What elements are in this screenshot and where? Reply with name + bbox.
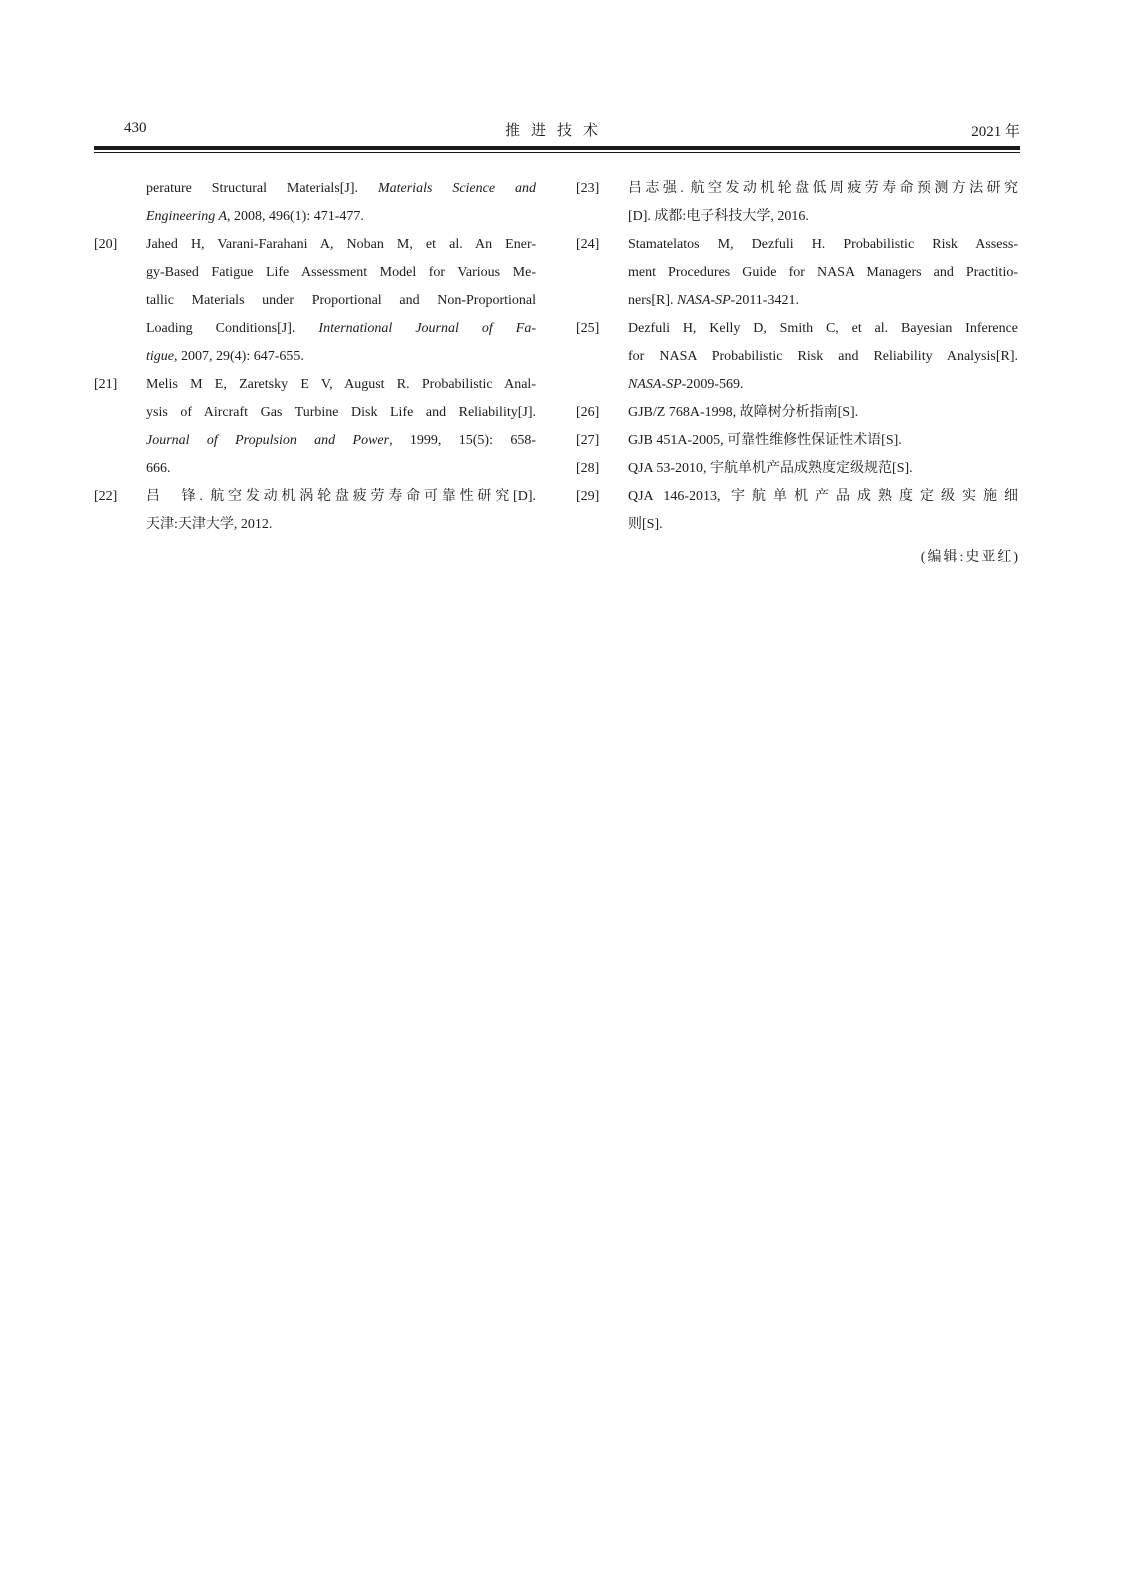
reference-line [146, 371, 536, 399]
reference-entry [576, 427, 1018, 455]
reference-number: [29] [576, 489, 600, 504]
reference-text: GJB 451A-2005, 可靠性维修性保证性术语[S]. [628, 433, 902, 448]
reference-text: Dezfuli H, Kelly D, Smith C, et al. Bayesian Inference [628, 321, 1018, 336]
reference-line [628, 455, 1018, 483]
reference-italic-text: NASA-SP [677, 293, 731, 308]
reference-entry [576, 175, 1018, 231]
reference-text: 则[S]. [628, 517, 663, 532]
reference-text: 天津:天津大学, 2012. [146, 517, 273, 532]
reference-text: ners[R]. [628, 293, 677, 308]
reference-line [146, 483, 536, 511]
reference-line [628, 175, 1018, 203]
reference-text: for NASA Probabilistic Risk and Reliability Analysis[R]. [628, 349, 1018, 364]
reference-line [628, 231, 1018, 259]
reference-number: [27] [576, 433, 600, 448]
journal-title: 推进技术 [504, 123, 609, 139]
reference-text: Jahed H, Varani-Farahani A, Noban M, et al. An Ener- [146, 237, 536, 252]
editor-note: (编辑:史亚红) [920, 550, 1020, 565]
reference-text: ysis of Aircraft Gas Turbine Disk Life and Reliability[J]. [146, 405, 536, 420]
reference-line [628, 315, 1018, 343]
reference-line [146, 259, 536, 287]
reference-line [146, 203, 536, 231]
reference-entry [94, 175, 536, 231]
reference-italic-text: tigue [146, 349, 174, 364]
reference-line [146, 287, 536, 315]
reference-text: -2011-3421. [730, 293, 799, 308]
reference-line [628, 511, 1018, 539]
reference-column-left [94, 175, 536, 539]
reference-text: Loading Conditions[J]. [146, 321, 319, 336]
header-rule-thin [94, 152, 1020, 153]
page-number: 430 [124, 120, 147, 136]
reference-number: [25] [576, 321, 600, 336]
reference-line [628, 483, 1018, 511]
reference-text: Stamatelatos M, Dezfuli H. Probabilistic Risk Assess- [628, 237, 1018, 252]
reference-text: QJA 53-2010, 宇航单机产品成熟度定级规范[S]. [628, 461, 913, 476]
reference-text: 吕志强. 航空发动机轮盘低周疲劳寿命预测方法研究 [628, 181, 1018, 196]
reference-italic-text: Materials Science and [377, 181, 536, 196]
reference-number: [21] [94, 377, 118, 392]
reference-italic-text: Engineering A [146, 209, 228, 224]
reference-line [146, 427, 536, 455]
header-rule-thick [94, 146, 1020, 150]
reference-text: GJB/Z 768A-1998, 故障树分析指南[S]. [628, 405, 859, 420]
running-header [94, 118, 1020, 146]
reference-line [628, 203, 1018, 231]
reference-line [146, 343, 536, 371]
reference-italic-text: International Journal of Fa- [318, 321, 536, 336]
reference-line [146, 231, 536, 259]
reference-text: , 2008, 496(1): 471-477. [227, 209, 364, 224]
reference-number: [28] [576, 461, 600, 476]
reference-entry [576, 315, 1018, 399]
reference-text: -2009-569. [681, 377, 744, 392]
issue-year: 2021 年 [971, 124, 1020, 140]
reference-line [146, 315, 536, 343]
reference-entry [94, 371, 536, 483]
reference-text: perature Structural Materials[J]. [146, 181, 378, 196]
reference-line [628, 399, 1018, 427]
reference-text: gy-Based Fatigue Life Assessment Model for Various Me- [146, 265, 536, 280]
reference-column-right [576, 175, 1018, 539]
reference-entry [94, 483, 536, 539]
reference-text: , 1999, 15(5): 658- [389, 433, 536, 448]
reference-entry [576, 399, 1018, 427]
reference-number: [24] [576, 237, 600, 252]
reference-line [146, 511, 536, 539]
reference-line [628, 427, 1018, 455]
reference-text: 666. [146, 461, 171, 476]
reference-line [628, 343, 1018, 371]
reference-italic-text: NASA-SP [628, 377, 682, 392]
reference-number: [26] [576, 405, 600, 420]
reference-text: [D]. 成都:电子科技大学, 2016. [628, 209, 809, 224]
reference-text: ment Procedures Guide for NASA Managers and Practitio- [628, 265, 1018, 280]
reference-line [146, 399, 536, 427]
reference-text: tallic Materials under Proportional and Non-Proportional [146, 293, 536, 308]
reference-line [628, 287, 1018, 315]
reference-entry [94, 231, 536, 371]
reference-line [628, 259, 1018, 287]
reference-number: [23] [576, 181, 600, 196]
reference-line [146, 175, 536, 203]
reference-number: [22] [94, 489, 118, 504]
reference-text: Melis M E, Zaretsky E V, August R. Probabilistic Anal- [146, 377, 536, 392]
reference-text: , 2007, 29(4): 647-655. [174, 349, 304, 364]
reference-text: QJA 146-2013, 宇航单机产品成熟度定级实施细 [628, 489, 1018, 504]
reference-line [628, 371, 1018, 399]
reference-italic-text: Journal of Propulsion and Power [146, 433, 390, 448]
reference-entry [576, 455, 1018, 483]
reference-entry [576, 483, 1018, 539]
reference-text: 吕 锋. 航空发动机涡轮盘疲劳寿命可靠性研究[D]. [146, 489, 536, 504]
reference-line [146, 455, 536, 483]
reference-number: [20] [94, 237, 118, 252]
reference-entry [576, 231, 1018, 315]
